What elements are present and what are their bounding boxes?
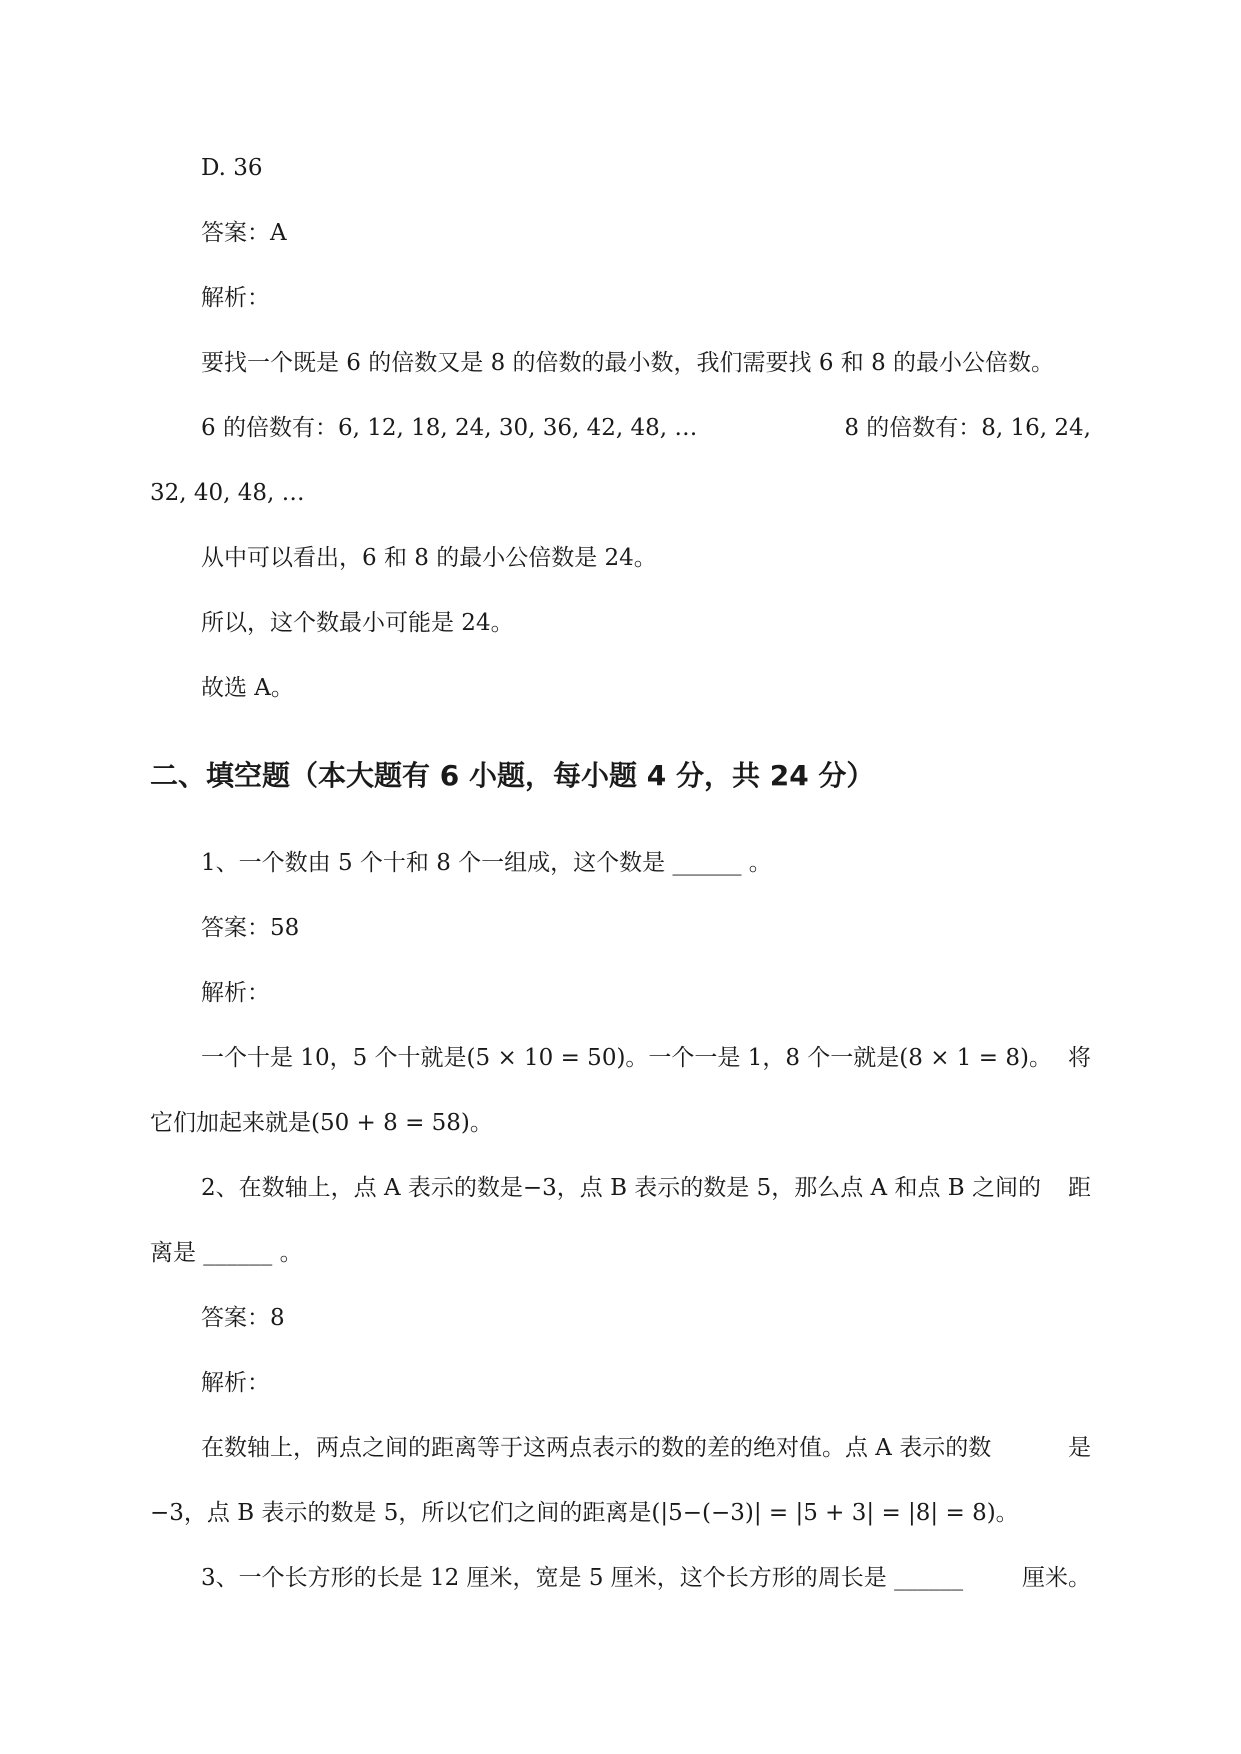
multiples-of-6: 6 的倍数有：6, 12, 18, 24, 30, 36, 42, 48, … [201, 415, 698, 441]
option-d: D. 36 [201, 155, 263, 181]
answer-label: 答案：58 [201, 915, 300, 941]
analysis-label: 解析： [201, 285, 270, 311]
analysis-label: 解析： [201, 980, 270, 1006]
question-2 [201, 1173, 1091, 1203]
section-heading: 二、填空题（本大题有 6 小题，每小题 4 分，共 24 分） [150, 759, 875, 792]
analysis-text [201, 1433, 1091, 1463]
question-2-end: 距 [1068, 1175, 1091, 1201]
analysis-text-end: 是 [1068, 1435, 1091, 1461]
analysis-text: −3，点 B 表示的数是 5，所以它们之间的距离是(|5−(−3)| = |5 + 3| = |8| = 8)。 [150, 1500, 1019, 1526]
question-2-continued: 离是 ______ 。 [150, 1240, 303, 1266]
question-3 [201, 1563, 1091, 1593]
analysis-text: 它们加起来就是(50 + 8 = 58)。 [150, 1110, 493, 1136]
question-2-main: 2、在数轴上，点 A 表示的数是−3，点 B 表示的数是 5，那么点 A 和点 B 之间的 [201, 1175, 1041, 1201]
analysis-text: 所以，这个数最小可能是 24。 [201, 610, 514, 636]
multiples-continued: 32, 40, 48, … [150, 480, 305, 506]
answer-label: 答案：8 [201, 1305, 285, 1331]
multiples-of-8: 8 的倍数有：8, 16, 24, [844, 415, 1091, 441]
question-3-end: 厘米。 [1022, 1565, 1091, 1591]
analysis-text-main: 一个十是 10，5 个十就是(5 × 10 = 50)。一个一是 1，8 个一就是(8 × 1 = 8)。 [201, 1045, 1052, 1071]
analysis-text-main: 在数轴上，两点之间的距离等于这两点表示的数的差的绝对值。点 A 表示的数 [201, 1435, 992, 1461]
multiples-line [201, 413, 1091, 443]
analysis-text-end: 将 [1068, 1045, 1091, 1071]
analysis-label: 解析： [201, 1370, 270, 1396]
analysis-text: 要找一个既是 6 的倍数又是 8 的倍数的最小数，我们需要找 6 和 8 的最小公倍数。 [201, 350, 1055, 376]
answer-label: 答案：A [201, 220, 287, 246]
question-1: 1、一个数由 5 个十和 8 个一组成，这个数是 ______ 。 [201, 850, 772, 876]
analysis-text: 从中可以看出，6 和 8 的最小公倍数是 24。 [201, 545, 657, 571]
question-3-main: 3、一个长方形的长是 12 厘米，宽是 5 厘米，这个长方形的周长是 ______ [201, 1565, 964, 1591]
analysis-conclusion: 故选 A。 [201, 675, 294, 701]
analysis-text [201, 1043, 1091, 1073]
